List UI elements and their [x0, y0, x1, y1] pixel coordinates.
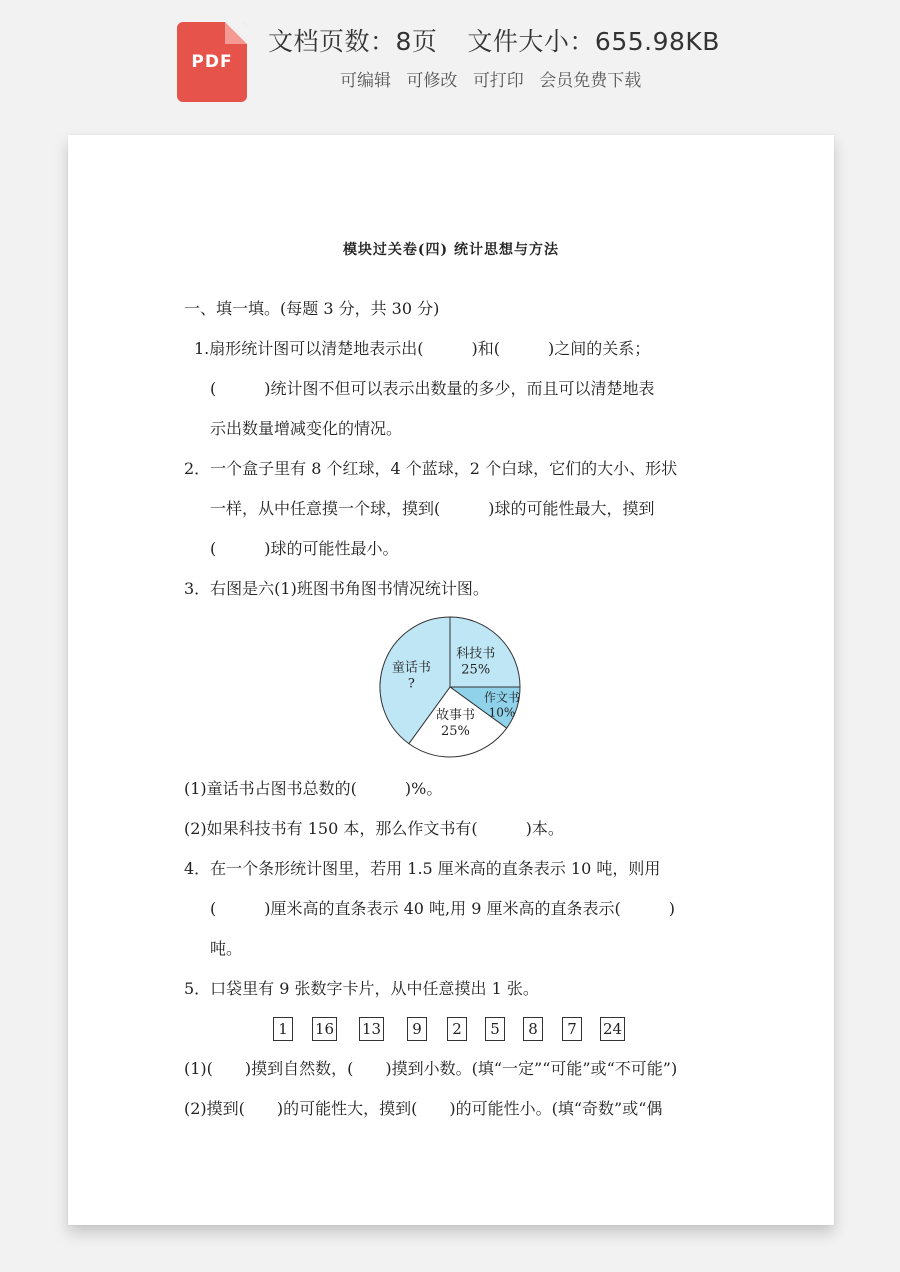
number-card: 9 [407, 1017, 427, 1041]
document-info [268, 22, 720, 58]
question-4-line-3: 吨。 [210, 939, 243, 958]
question-4-line-2: ( )厘米高的直条表示 40 吨,用 9 厘米高的直条表示( ) [210, 899, 675, 918]
question-1-line-2: ( )统计图不但可以表示出数量的多少，而且可以清楚地表 [210, 379, 655, 398]
number-card: 2 [447, 1017, 467, 1041]
pie-slice-label: 作文书 [483, 690, 520, 705]
question-4-line-1: 4．在一个条形统计图里，若用 1.5 厘米高的直条表示 10 吨，则用 [184, 859, 661, 878]
question-2-line-1: 2．一个盒子里有 8 个红球，4 个蓝球，2 个白球，它们的大小、形状 [184, 459, 678, 478]
question-3-line-1: 3．右图是六(1)班图书角图书情况统计图。 [184, 579, 489, 598]
pdf-icon-label: PDF [191, 52, 233, 72]
pie-chart-svg [378, 615, 522, 759]
pie-slice-label: 故事书 [435, 707, 475, 723]
question-1-line-1: 1.扇形统计图可以清楚地表示出( )和( )之间的关系； [194, 339, 651, 358]
question-5-line-1: 5．口袋里有 9 张数字卡片，从中任意摸出 1 张。 [184, 979, 539, 998]
page-count: 文档页数：8页 [268, 27, 438, 56]
number-card: 5 [485, 1017, 505, 1041]
number-card: 7 [562, 1017, 582, 1041]
question-3-sub-1: (1)童话书占图书总数的( )%。 [184, 779, 443, 798]
download-header [0, 0, 900, 130]
pie-slice-value: ? [407, 676, 415, 692]
pie-slice-value: 25% [441, 723, 470, 739]
number-card: 1 [273, 1017, 293, 1041]
feature-modifiable: 可修改 [406, 71, 458, 91]
question-1-line-3: 示出数量增减变化的情况。 [210, 419, 403, 438]
document-page [68, 135, 834, 1225]
question-2-line-2: 一样，从中任意摸一个球，摸到( )球的可能性最大，摸到 [210, 499, 655, 518]
page-fold [225, 22, 247, 44]
feature-list [340, 66, 651, 91]
file-size: 文件大小：655.98KB [467, 27, 720, 56]
pie-slice-label: 童话书 [391, 660, 431, 676]
book-pie-chart [378, 615, 522, 759]
question-5-sub-1: (1)( )摸到自然数，( )摸到小数。(填“一定”“可能”或“不可能”) [184, 1059, 678, 1078]
feature-printable: 可打印 [472, 71, 524, 91]
feature-member-download: 会员免费下载 [539, 71, 642, 91]
number-card: 8 [523, 1017, 543, 1041]
feature-editable: 可编辑 [340, 71, 391, 91]
number-card: 13 [359, 1017, 384, 1041]
exam-content [68, 135, 834, 1225]
question-5-sub-2: (2)摸到( )的可能性大，摸到( )的可能性小。(填“奇数”或“偶 [184, 1099, 663, 1118]
exam-title: 模块过关卷(四) 统计思想与方法 [342, 242, 560, 258]
pdf-file-icon [177, 22, 247, 102]
question-2-line-3: ( )球的可能性最小。 [210, 539, 399, 558]
pie-slice-value: 10% [488, 705, 516, 720]
section-heading: 一、填一填。(每题 3 分，共 30 分) [184, 299, 440, 318]
pie-slice-label: 科技书 [456, 646, 496, 662]
number-card: 16 [312, 1017, 337, 1041]
pie-slice-value: 25% [461, 662, 491, 678]
number-card: 24 [600, 1017, 625, 1041]
question-3-sub-2: (2)如果科技书有 150 本，那么作文书有( )本。 [184, 819, 564, 838]
